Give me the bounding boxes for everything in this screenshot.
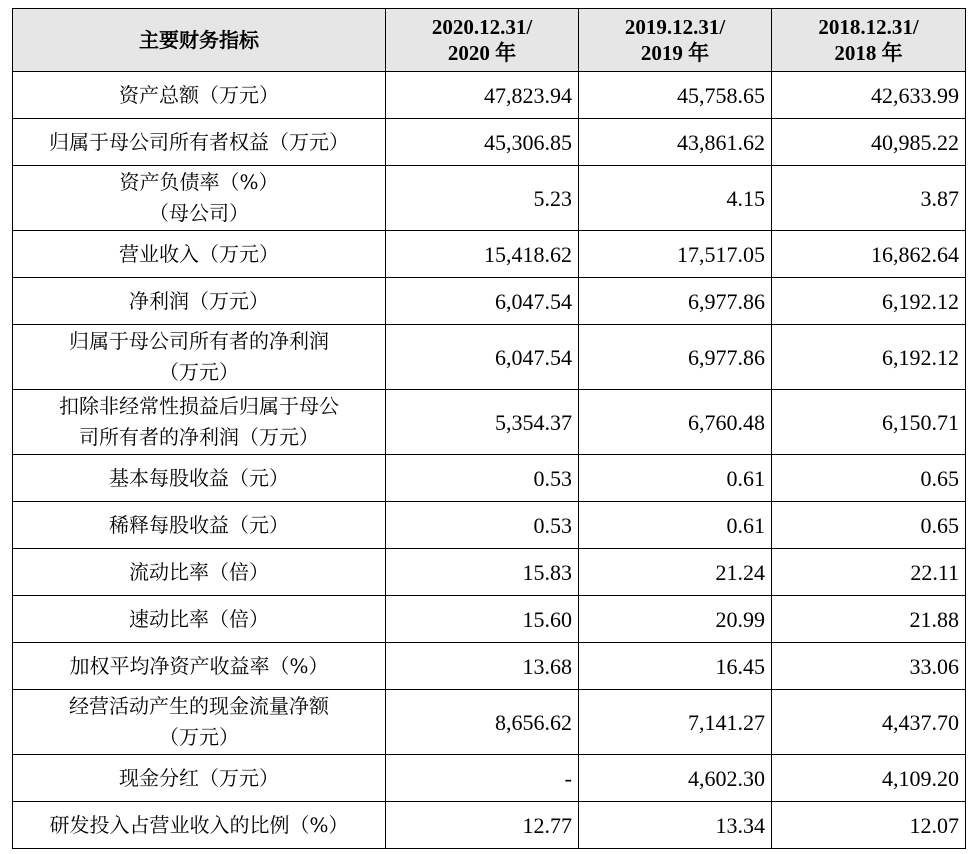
header-indicator: 主要财务指标 [13,9,386,72]
value-cell-2020: 15,418.62 [386,231,579,278]
value-cell-2019: 16.45 [579,643,772,690]
row-label [13,278,386,325]
value-cell-2020: 6,047.54 [386,278,579,325]
header-2019 [579,9,772,72]
table-row [13,643,966,690]
row-label [13,166,386,231]
row-label-line: 归属于母公司所有者的净利润 [69,329,329,353]
header-2020-date: 2020.12.31/ [431,15,533,39]
row-label-line: 资产总额（万元） [119,82,279,107]
header-2019-date: 2019.12.31/ [624,15,726,39]
row-label-line: 基本每股收益（元） [109,465,289,490]
row-label-line: 经营活动产生的现金流量净额 [69,694,329,718]
row-label-line: 现金分红（万元） [119,765,279,790]
table-row [13,502,966,549]
value-cell-2018: 0.65 [772,455,966,502]
value-cell-2018: 0.65 [772,502,966,549]
row-label [13,596,386,643]
value-cell-2020: 13.68 [386,643,579,690]
value-cell-2018: 40,985.22 [772,119,966,166]
row-label [13,802,386,849]
table-row [13,549,966,596]
row-label [13,549,386,596]
value-cell-2020: 47,823.94 [386,72,579,119]
table-row [13,455,966,502]
row-label-line: 扣除非经常性损益后归属于母公 [59,394,339,418]
row-label [13,643,386,690]
row-label [13,119,386,166]
row-label-line: 速动比率（倍） [129,606,269,631]
value-cell-2019: 4,602.30 [579,755,772,802]
row-label-line: 归属于母公司所有者权益（万元） [49,129,349,154]
row-label [13,325,386,390]
row-label [13,755,386,802]
value-cell-2019: 0.61 [579,502,772,549]
table-row [13,72,966,119]
value-cell-2018: 6,192.12 [772,278,966,325]
row-label [13,231,386,278]
value-cell-2019: 7,141.27 [579,690,772,755]
value-cell-2019: 13.34 [579,802,772,849]
value-cell-2018: 6,192.12 [772,325,966,390]
table-row [13,119,966,166]
table-row [13,231,966,278]
table-body [13,72,966,849]
value-cell-2020: 45,306.85 [386,119,579,166]
table-row [13,755,966,802]
value-cell-2020: 15.83 [386,549,579,596]
value-cell-2018: 3.87 [772,166,966,231]
table-row [13,325,966,390]
header-2018-date: 2018.12.31/ [818,15,919,39]
value-cell-2020: 6,047.54 [386,325,579,390]
table-header-row [13,9,966,72]
header-2020 [386,9,579,72]
value-cell-2019: 6,977.86 [579,325,772,390]
value-cell-2020: 5,354.37 [386,390,579,455]
value-cell-2020: - [386,755,579,802]
value-cell-2020: 0.53 [386,502,579,549]
table-row [13,390,966,455]
row-label [13,390,386,455]
value-cell-2018: 12.07 [772,802,966,849]
row-label-line: 稀释每股收益（元） [109,512,289,537]
value-cell-2018: 6,150.71 [772,390,966,455]
value-cell-2018: 16,862.64 [772,231,966,278]
value-cell-2020: 0.53 [386,455,579,502]
table-row [13,278,966,325]
row-label-line: （万元） [159,725,239,749]
value-cell-2020: 8,656.62 [386,690,579,755]
financial-indicators-table [12,8,966,849]
row-label-line: 资产负债率（%） [119,170,279,194]
row-label [13,502,386,549]
row-label [13,690,386,755]
table-row [13,802,966,849]
row-label-line: 营业收入（万元） [119,241,279,266]
header-2019-year: 2019 年 [640,41,710,65]
value-cell-2019: 17,517.05 [579,231,772,278]
header-2018 [772,9,966,72]
financial-table-container [12,8,966,849]
value-cell-2018: 33.06 [772,643,966,690]
value-cell-2019: 20.99 [579,596,772,643]
table-row [13,596,966,643]
row-label [13,72,386,119]
value-cell-2018: 42,633.99 [772,72,966,119]
row-label-line: 司所有者的净利润（万元） [79,425,319,449]
value-cell-2019: 4.15 [579,166,772,231]
table-row [13,690,966,755]
table-row [13,166,966,231]
header-2018-year: 2018 年 [834,41,903,65]
value-cell-2020: 15.60 [386,596,579,643]
value-cell-2019: 6,760.48 [579,390,772,455]
row-label-line: （万元） [159,360,239,384]
header-2020-year: 2020 年 [447,41,517,65]
value-cell-2019: 45,758.65 [579,72,772,119]
value-cell-2019: 0.61 [579,455,772,502]
row-label-line: 加权平均净资产收益率（%） [69,653,329,678]
row-label [13,455,386,502]
row-label-line: 研发投入占营业收入的比例（%） [49,812,349,837]
value-cell-2018: 4,437.70 [772,690,966,755]
value-cell-2018: 21.88 [772,596,966,643]
value-cell-2019: 6,977.86 [579,278,772,325]
value-cell-2018: 22.11 [772,549,966,596]
value-cell-2019: 21.24 [579,549,772,596]
value-cell-2020: 5.23 [386,166,579,231]
value-cell-2020: 12.77 [386,802,579,849]
value-cell-2019: 43,861.62 [579,119,772,166]
row-label-line: （母公司） [149,201,249,225]
value-cell-2018: 4,109.20 [772,755,966,802]
row-label-line: 净利润（万元） [129,288,269,313]
row-label-line: 流动比率（倍） [129,559,269,584]
